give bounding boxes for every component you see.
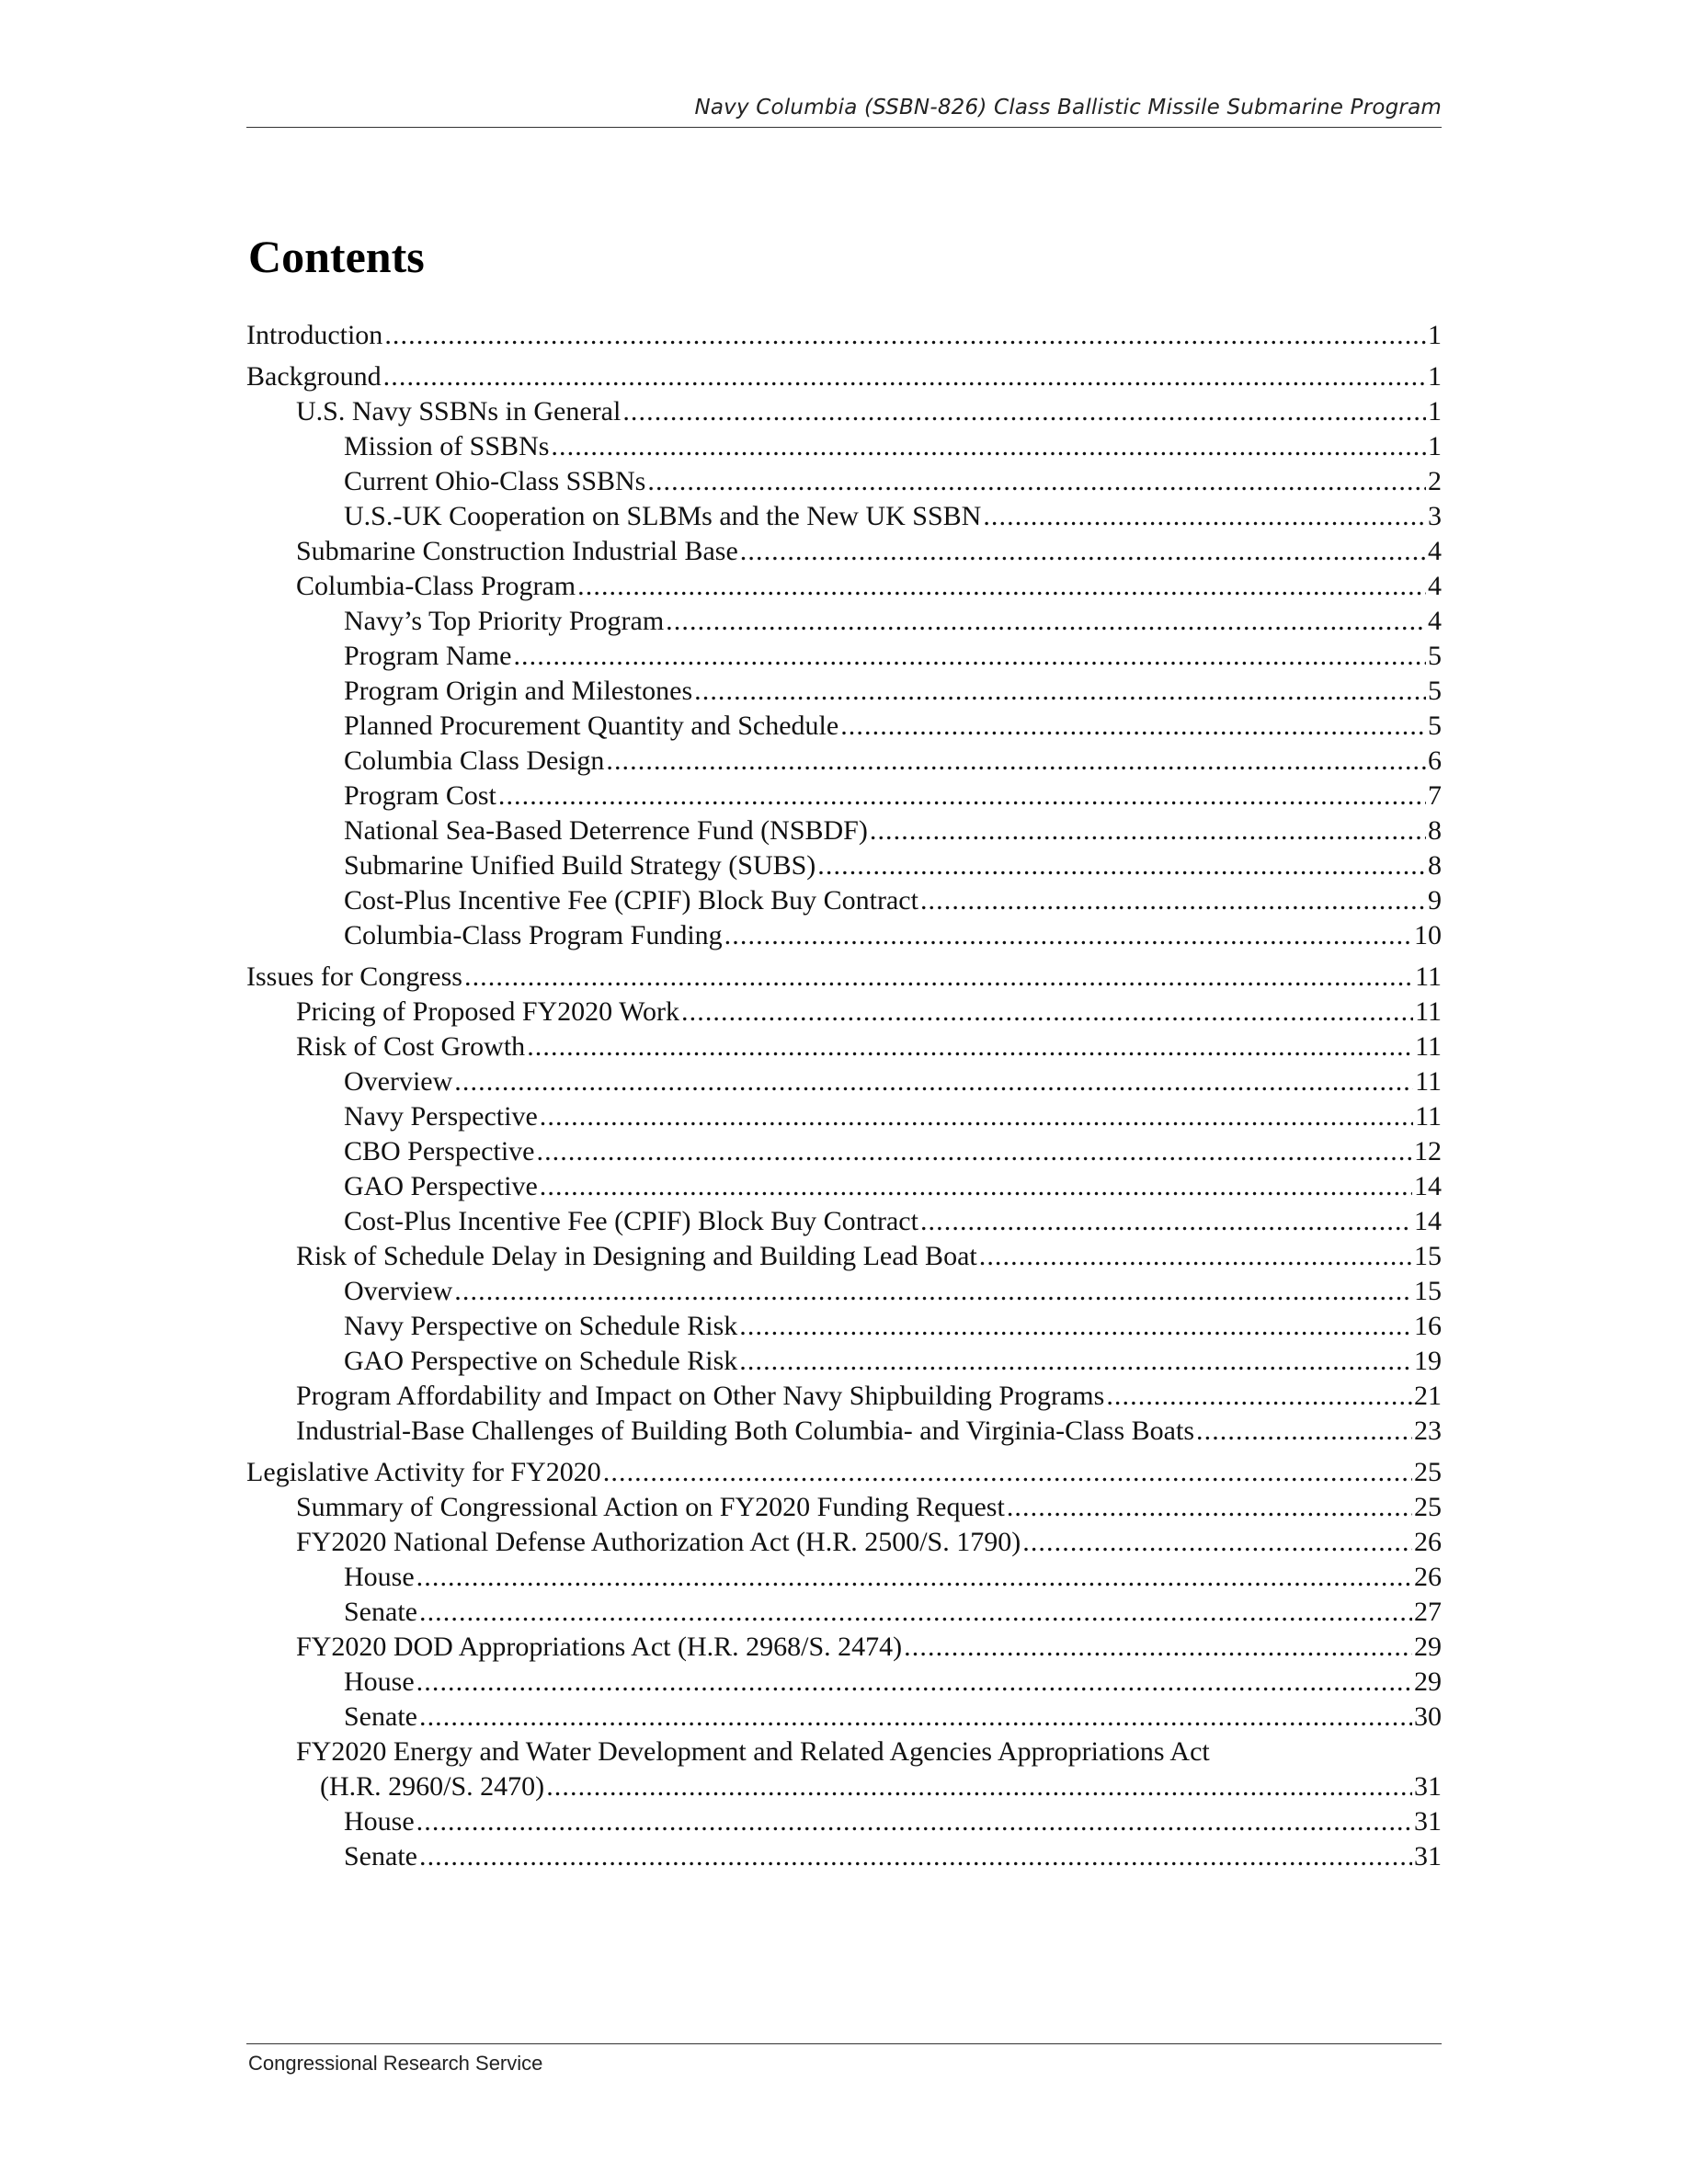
toc-entry-title: U.S.-UK Cooperation on SLBMs and the New UK SSBN xyxy=(344,501,982,531)
toc-page-number: 31 xyxy=(1414,1806,1442,1837)
toc-entry-title: CBO Perspective xyxy=(344,1136,535,1166)
toc-page-number: 15 xyxy=(1414,1241,1442,1271)
toc-entry-title: Current Ohio-Class SSBNs xyxy=(344,466,646,496)
toc-page-number: 11 xyxy=(1415,1031,1442,1062)
header-rule xyxy=(246,127,1442,128)
toc-entry[interactable] xyxy=(246,779,1442,813)
toc-dot-leader xyxy=(647,464,1426,499)
toc-entry[interactable] xyxy=(246,1309,1442,1344)
toc-entry[interactable] xyxy=(246,674,1442,709)
toc-page-number: 4 xyxy=(1428,536,1442,566)
toc-dot-leader xyxy=(904,1630,1412,1665)
toc-page-number: 25 xyxy=(1414,1457,1442,1487)
toc-entry[interactable] xyxy=(246,464,1442,499)
toc-dot-leader xyxy=(383,359,1426,394)
toc-entry-title: Program Name xyxy=(344,641,512,671)
toc-entry-title: Planned Procurement Quantity and Schedule xyxy=(344,711,839,741)
toc-entry[interactable] xyxy=(246,1595,1442,1630)
toc-entry[interactable] xyxy=(246,1839,1442,1874)
toc-page-number: 15 xyxy=(1414,1276,1442,1306)
toc-entry-title: Risk of Schedule Delay in Designing and Building Lead Boat xyxy=(296,1241,977,1271)
toc-entry-title: Cost-Plus Incentive Fee (CPIF) Block Buy Contract xyxy=(344,885,918,916)
toc-entry[interactable] xyxy=(246,1735,1442,1769)
toc-entry[interactable] xyxy=(246,1665,1442,1700)
toc-entry[interactable] xyxy=(246,394,1442,429)
toc-dot-leader xyxy=(666,604,1426,639)
toc-page-number: 1 xyxy=(1428,431,1442,461)
toc-page-number: 29 xyxy=(1414,1666,1442,1697)
toc-page-number: 9 xyxy=(1428,885,1442,916)
toc-dot-leader xyxy=(419,1839,1412,1874)
toc-page-number: 25 xyxy=(1414,1492,1442,1522)
toc-entry-title: GAO Perspective on Schedule Risk xyxy=(344,1346,738,1376)
footer-rule xyxy=(246,2043,1442,2044)
toc-entry[interactable] xyxy=(246,1525,1442,1560)
toc-page-number: 14 xyxy=(1414,1171,1442,1201)
toc-dot-leader xyxy=(1022,1525,1412,1560)
toc-entry[interactable] xyxy=(246,883,1442,918)
toc-entry[interactable] xyxy=(246,995,1442,1029)
toc-page-number: 5 xyxy=(1428,676,1442,706)
toc-entry-title: Navy Perspective xyxy=(344,1101,538,1132)
toc-page-number: 21 xyxy=(1414,1381,1442,1411)
toc-entry-title: Legislative Activity for FY2020 xyxy=(246,1457,601,1487)
toc-entry-title: FY2020 Energy and Water Development and Related Agencies Appropriations Act xyxy=(296,1736,1210,1767)
toc-dot-leader xyxy=(384,318,1426,353)
toc-entry-title: Senate xyxy=(344,1701,417,1732)
toc-entry-title: Navy Perspective on Schedule Risk xyxy=(344,1311,738,1341)
footer-text: Congressional Research Service xyxy=(248,2052,543,2075)
toc-page-number: 23 xyxy=(1414,1416,1442,1446)
toc-page-number: 5 xyxy=(1428,641,1442,671)
toc-dot-leader xyxy=(536,1134,1412,1169)
toc-page-number: 8 xyxy=(1428,815,1442,846)
toc-dot-leader xyxy=(622,394,1426,429)
toc-page-number: 11 xyxy=(1415,961,1442,992)
toc-entry-title: Columbia-Class Program Funding xyxy=(344,920,723,950)
toc-entry-title: Submarine Unified Build Strategy (SUBS) xyxy=(344,850,816,881)
toc-entry[interactable] xyxy=(246,744,1442,779)
toc-dot-leader xyxy=(740,534,1426,569)
toc-entry-title: Mission of SSBNs xyxy=(344,431,550,461)
toc-page-number: 31 xyxy=(1414,1841,1442,1871)
toc-page-number: 4 xyxy=(1428,606,1442,636)
table-of-contents xyxy=(246,318,1442,1874)
toc-page-number: 8 xyxy=(1428,850,1442,881)
toc-entry-title: Program Cost xyxy=(344,780,496,811)
toc-entry-title: National Sea-Based Deterrence Fund (NSBDF) xyxy=(344,815,868,846)
toc-entry-title: FY2020 DOD Appropriations Act (H.R. 2968/S. 2474) xyxy=(296,1632,903,1662)
toc-dot-leader xyxy=(983,499,1426,534)
toc-entry-title: Industrial-Base Challenges of Building Both Columbia- and Virginia-Class Boats xyxy=(296,1416,1194,1446)
toc-entry[interactable] xyxy=(246,604,1442,639)
toc-entry[interactable] xyxy=(246,960,1442,995)
toc-entry-title: Background xyxy=(246,361,382,392)
toc-entry[interactable] xyxy=(246,1029,1442,1064)
toc-entry-title: U.S. Navy SSBNs in General xyxy=(296,396,622,427)
toc-dot-leader xyxy=(416,1560,1412,1595)
toc-dot-leader xyxy=(513,639,1426,674)
toc-page-number: 1 xyxy=(1428,361,1442,392)
toc-entry-title: Columbia-Class Program xyxy=(296,571,576,601)
toc-entry[interactable] xyxy=(246,848,1442,883)
toc-page-number: 19 xyxy=(1414,1346,1442,1376)
toc-dot-leader xyxy=(840,709,1426,744)
toc-page-number: 14 xyxy=(1414,1206,1442,1236)
toc-entry-title: Columbia Class Design xyxy=(344,745,605,776)
toc-dot-leader xyxy=(551,429,1426,464)
toc-entry[interactable] xyxy=(246,709,1442,744)
toc-entry-title: Cost-Plus Incentive Fee (CPIF) Block Buy Contract xyxy=(344,1206,918,1236)
toc-dot-leader xyxy=(1106,1379,1412,1414)
toc-dot-leader xyxy=(694,674,1426,709)
toc-entry[interactable] xyxy=(246,1204,1442,1239)
toc-dot-leader xyxy=(416,1665,1412,1700)
toc-dot-leader xyxy=(540,1099,1413,1134)
toc-page-number: 26 xyxy=(1414,1527,1442,1557)
toc-entry-title: Submarine Construction Industrial Base xyxy=(296,536,738,566)
toc-page-number: 10 xyxy=(1414,920,1442,950)
toc-entry[interactable] xyxy=(246,1630,1442,1665)
toc-entry[interactable] xyxy=(246,534,1442,569)
toc-dot-leader xyxy=(870,813,1426,848)
toc-dot-leader xyxy=(603,1455,1412,1490)
toc-dot-leader xyxy=(498,779,1426,813)
toc-page-number: 1 xyxy=(1428,320,1442,350)
toc-dot-leader xyxy=(920,1204,1412,1239)
toc-entry-title: Program Origin and Milestones xyxy=(344,676,693,706)
toc-dot-leader xyxy=(546,1769,1412,1804)
toc-dot-leader xyxy=(454,1064,1413,1099)
toc-entry[interactable] xyxy=(246,1455,1442,1490)
toc-entry-title: House xyxy=(344,1666,415,1697)
toc-dot-leader xyxy=(920,883,1426,918)
toc-entry[interactable] xyxy=(246,569,1442,604)
toc-dot-leader xyxy=(817,848,1426,883)
toc-dot-leader xyxy=(419,1595,1412,1630)
toc-dot-leader xyxy=(606,744,1426,779)
toc-dot-leader xyxy=(577,569,1426,604)
toc-dot-leader xyxy=(419,1700,1412,1735)
toc-page-number: 11 xyxy=(1415,996,1442,1027)
toc-entry[interactable] xyxy=(246,1804,1442,1839)
toc-entry[interactable] xyxy=(246,1700,1442,1735)
toc-entry[interactable] xyxy=(246,1490,1442,1525)
toc-page-number: 12 xyxy=(1414,1136,1442,1166)
toc-entry-title: Senate xyxy=(344,1841,417,1871)
toc-entry-title: Program Affordability and Impact on Other Navy Shipbuilding Programs xyxy=(296,1381,1105,1411)
toc-entry-title: FY2020 National Defense Authorization Act (H.R. 2500/S. 1790) xyxy=(296,1527,1021,1557)
toc-entry-title: Navy’s Top Priority Program xyxy=(344,606,665,636)
toc-entry[interactable] xyxy=(246,1344,1442,1379)
toc-dot-leader xyxy=(724,918,1412,953)
toc-entry-title: Overview xyxy=(344,1066,453,1097)
toc-entry-title: Issues for Congress xyxy=(246,961,462,992)
running-header: Navy Columbia (SSBN-826) Class Ballistic Missile Submarine Program xyxy=(694,96,1442,119)
toc-entry[interactable] xyxy=(246,1414,1442,1449)
contents-heading: Contents xyxy=(248,231,425,282)
toc-entry-title: Introduction xyxy=(246,320,383,350)
toc-dot-leader xyxy=(739,1344,1412,1379)
toc-entry[interactable] xyxy=(246,318,1442,353)
toc-page-number: 27 xyxy=(1414,1597,1442,1627)
toc-entry[interactable] xyxy=(246,1379,1442,1414)
toc-dot-leader xyxy=(416,1804,1412,1839)
toc-page-number: 29 xyxy=(1414,1632,1442,1662)
toc-entry[interactable] xyxy=(246,1169,1442,1204)
toc-entry[interactable] xyxy=(246,639,1442,674)
toc-dot-leader xyxy=(1196,1414,1412,1449)
toc-entry[interactable] xyxy=(246,429,1442,464)
toc-entry[interactable] xyxy=(246,1274,1442,1309)
toc-entry[interactable] xyxy=(246,813,1442,848)
toc-dot-leader xyxy=(739,1309,1412,1344)
toc-page-number: 30 xyxy=(1414,1701,1442,1732)
toc-entry[interactable] xyxy=(246,1239,1442,1274)
toc-page-number: 26 xyxy=(1414,1562,1442,1592)
toc-page-number: 7 xyxy=(1428,780,1442,811)
toc-entry[interactable] xyxy=(246,918,1442,953)
toc-dot-leader xyxy=(454,1274,1412,1309)
toc-entry[interactable] xyxy=(246,499,1442,534)
toc-entry-title: Senate xyxy=(344,1597,417,1627)
toc-dot-leader xyxy=(681,995,1413,1029)
toc-dot-leader xyxy=(540,1169,1412,1204)
toc-entry[interactable] xyxy=(246,1064,1442,1099)
toc-entry-title: GAO Perspective xyxy=(344,1171,538,1201)
toc-entry-title: Risk of Cost Growth xyxy=(296,1031,526,1062)
toc-page-number: 1 xyxy=(1428,396,1442,427)
toc-page-number: 5 xyxy=(1428,711,1442,741)
toc-dot-leader xyxy=(979,1239,1412,1274)
toc-entry-title: Summary of Congressional Action on FY2020 Funding Request xyxy=(296,1492,1005,1522)
toc-entry-title: Overview xyxy=(344,1276,453,1306)
toc-dot-leader xyxy=(464,960,1413,995)
toc-dot-leader xyxy=(527,1029,1413,1064)
toc-entry-title: Pricing of Proposed FY2020 Work xyxy=(296,996,680,1027)
toc-page-number: 6 xyxy=(1428,745,1442,776)
toc-entry[interactable] xyxy=(246,359,1442,394)
toc-dot-leader xyxy=(1007,1490,1412,1525)
toc-page-number: 11 xyxy=(1415,1101,1442,1132)
toc-entry-title: House xyxy=(344,1806,415,1837)
toc-entry[interactable] xyxy=(246,1560,1442,1595)
toc-entry-continuation[interactable] xyxy=(246,1769,1442,1804)
toc-page-number: 16 xyxy=(1414,1311,1442,1341)
toc-entry-title-continued: (H.R. 2960/S. 2470) xyxy=(320,1771,545,1802)
toc-page-number: 31 xyxy=(1414,1771,1442,1802)
toc-entry-title: House xyxy=(344,1562,415,1592)
toc-page-number: 3 xyxy=(1428,501,1442,531)
toc-page-number: 2 xyxy=(1428,466,1442,496)
toc-entry[interactable] xyxy=(246,1134,1442,1169)
toc-page-number: 4 xyxy=(1428,571,1442,601)
toc-page-number: 11 xyxy=(1415,1066,1442,1097)
toc-entry[interactable] xyxy=(246,1099,1442,1134)
